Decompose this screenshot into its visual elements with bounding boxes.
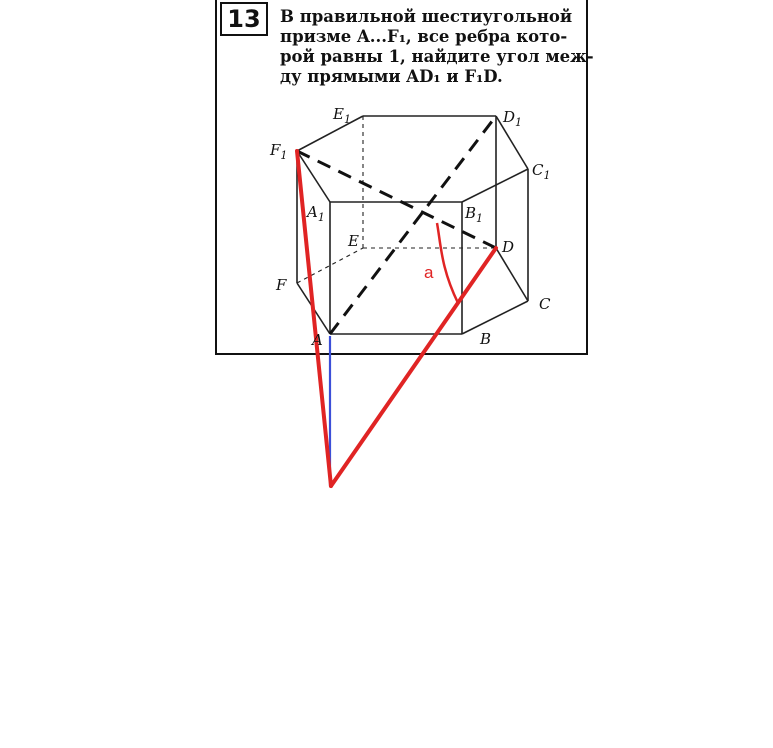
problem-line-1: В правильной шестиугольной <box>280 7 573 26</box>
label-A: A <box>312 331 323 349</box>
diagonals <box>297 116 496 334</box>
edge-C1B1 <box>462 169 528 202</box>
vertex-labels <box>269 105 551 349</box>
annotation-red-line-D <box>331 248 496 486</box>
label-E: E <box>348 232 359 250</box>
label-B: B <box>480 330 492 348</box>
problem-number-text: 13 <box>227 5 261 33</box>
label-E1: $E_1$ <box>333 105 351 126</box>
problem-line-2: призме A...F₁, все ребра кото- <box>280 27 568 46</box>
label-C1: $C_1$ <box>532 161 551 182</box>
label-F1: $F_1$ <box>270 141 288 162</box>
label-F: F <box>276 276 287 294</box>
label-A1: $A_1$ <box>307 203 325 224</box>
problem-line-3: рой равны 1, найдите угол меж- <box>280 47 594 66</box>
label-C: C <box>539 295 551 313</box>
angle-arc <box>437 223 458 303</box>
label-D: D <box>502 238 515 256</box>
lateral-edges <box>297 116 528 334</box>
top-face <box>297 116 528 202</box>
bottom-face-visible <box>297 248 528 334</box>
angle-label: a <box>424 263 434 282</box>
diagonal-AD1 <box>330 116 496 334</box>
edge-BC <box>462 301 528 334</box>
annotation-red-line-F1 <box>297 151 331 486</box>
label-D1: $D_1$ <box>503 108 523 129</box>
edge-F1E1 <box>297 116 363 151</box>
label-B1: $B_1$ <box>465 204 484 225</box>
problem-line-4: ду прямыми AD₁ и F₁D. <box>280 67 503 86</box>
